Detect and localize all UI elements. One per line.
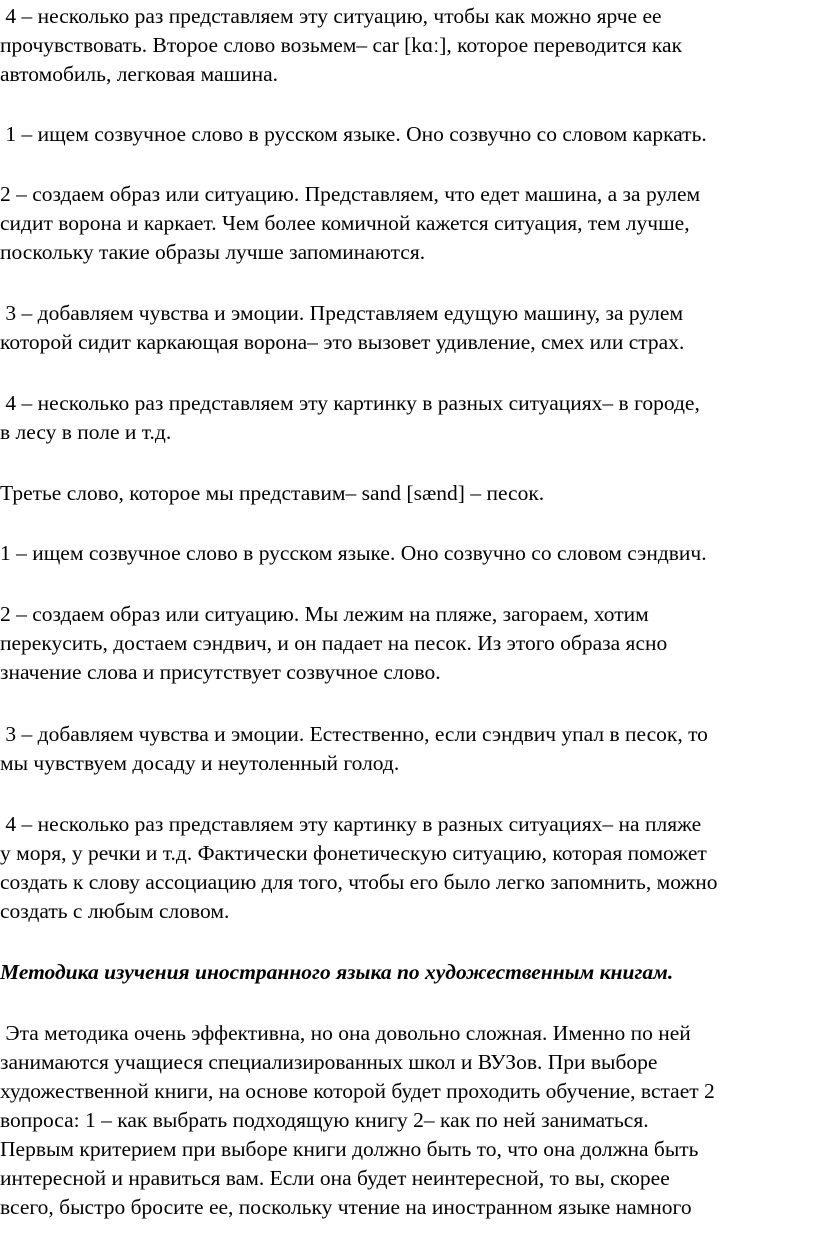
text-line: создать с любым словом. [0,899,230,923]
text-line: создать к слову ассоциацию для того, чтобы его было легко запомнить, можно [0,870,718,894]
text-line: 1 – ищем созвучное слово в русском языке. Оно созвучно со словом каркать. [0,122,707,146]
text-line: Третье слово, которое мы представим– sand [sænd] – песок. [0,481,545,505]
text-line: Первым критерием при выборе книги должно быть то, что она должна быть [0,1137,699,1161]
section-heading: Методика изучения иностранного языка по художественным книгам. [0,960,674,984]
text-line: в лесу в поле и т.д. [0,420,172,444]
text-line: автомобиль, легковая машина. [0,62,279,86]
text-line: которой сидит каркающая ворона– это вызовет удивление, смех или страх. [0,330,685,354]
text-line: художественной книги, на основе которой будет проходить обучение, встает 2 [0,1079,715,1103]
text-line: вопроса: 1 – как выбрать подходящую книгу 2– как по ней заниматься. [0,1108,649,1132]
text-line: 4 – несколько раз представляем эту картинку в разных ситуациях– в городе, [0,391,700,415]
text-line: 1 – ищем созвучное слово в русском языке. Оно созвучно со словом сэндвич. [0,541,707,565]
text-line: занимаются учащиеся специализированных школ и ВУЗов. При выборе [0,1050,658,1074]
text-line: 3 – добавляем чувства и эмоции. Естественно, если сэндвич упал в песок, то [0,722,708,746]
text-line: 3 – добавляем чувства и эмоции. Представляем едущую машину, за рулем [0,301,684,325]
text-line: 2 – создаем образ или ситуацию. Представляем, что едет машина, а за рулем [0,182,701,206]
text-line: значение слова и присутствует созвучное слово. [0,660,441,684]
text-line: мы чувствуем досаду и неутоленный голод. [0,751,400,775]
text-line: 2 – создаем образ или ситуацию. Мы лежим на пляже, загораем, хотим [0,602,649,626]
text-line: Эта методика очень эффективна, но она довольно сложная. Именно по ней [0,1021,691,1045]
text-line: прочувствовать. Второе слово возьмем– car [kɑː], которое переводится как [0,33,683,57]
text-line: 4 – несколько раз представляем эту ситуацию, чтобы как можно ярче ее [0,4,662,28]
text-line: всего, быстро бросите ее, поскольку чтение на иностранном языке намного [0,1195,692,1219]
text-line: 4 – несколько раз представляем эту картинку в разных ситуациях– на пляже [0,812,702,836]
text-line: перекусить, достаем сэндвич, и он падает на песок. Из этого образа ясно [0,631,668,655]
text-line: поскольку такие образы лучше запоминаются. [0,240,426,264]
text-line: у моря, у речки и т.д. Фактически фонетическую ситуацию, которая поможет [0,841,707,865]
text-line: сидит ворона и каркает. Чем более комичной кажется ситуация, тем лучше, [0,211,690,235]
text-line: интересной и нравиться вам. Если она будет неинтересной, то вы, скорее [0,1166,670,1190]
